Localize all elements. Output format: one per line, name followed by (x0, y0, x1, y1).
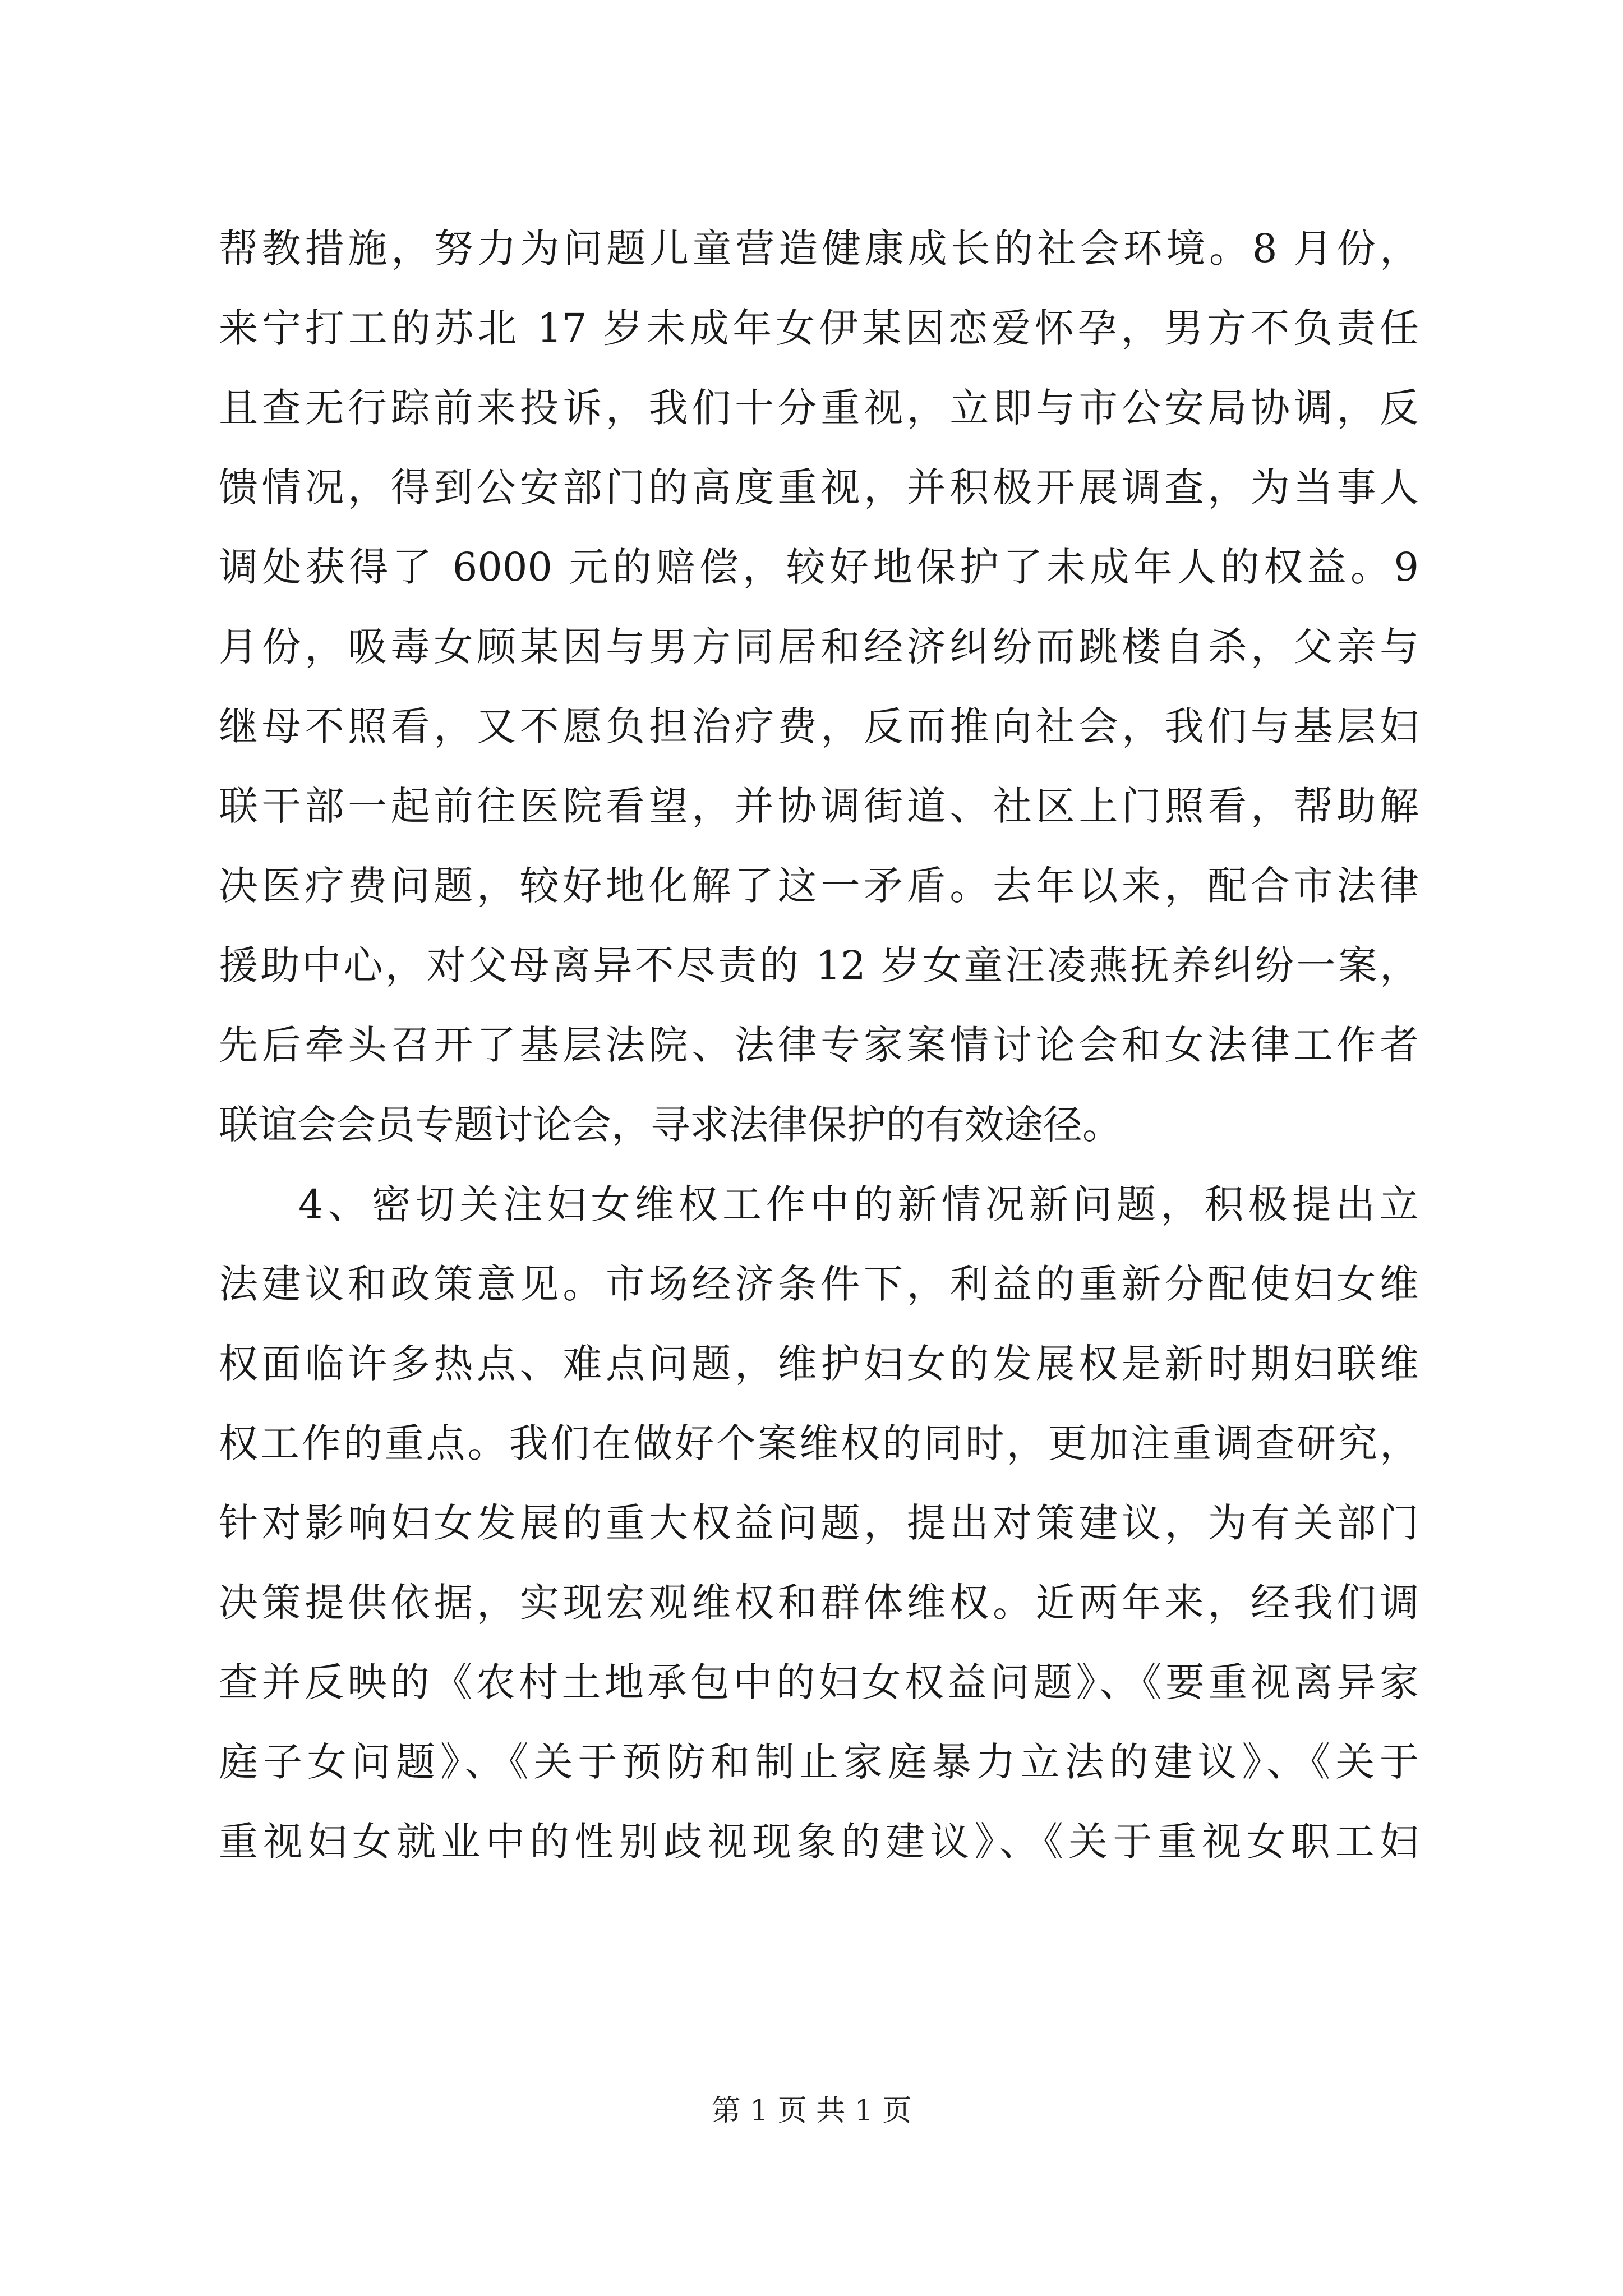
text-line: 调处获得了 6000 元的赔偿，较好地保护了未成年人的权益。9 (219, 544, 1419, 590)
text-line: 联干部一起前往医院看望，并协调街道、社区上门照看，帮助解 (219, 783, 1419, 829)
text-line: 决策提供依据，实现宏观维权和群体维权。近两年来，经我们调 (219, 1580, 1419, 1626)
text-line: 权面临许多热点、难点问题，维护妇女的发展权是新时期妇联维 (219, 1341, 1419, 1387)
text-line: 法建议和政策意见。市场经济条件下，利益的重新分配使妇女维 (219, 1261, 1419, 1307)
text-line: 庭子女问题》、《关于预防和制止家庭暴力立法的建议》、《关于 (219, 1739, 1419, 1785)
text-line: 针对影响妇女发展的重大权益问题，提出对策建议，为有关部门 (219, 1500, 1419, 1546)
text-line: 查并反映的《农村土地承包中的妇女权益问题》、《要重视离异家 (219, 1659, 1419, 1705)
text-line: 帮教措施，努力为问题儿童营造健康成长的社会环境。8 月份， (219, 226, 1419, 272)
text-line: 馈情况，得到公安部门的高度重视，并积极开展调查，为当事人 (219, 464, 1419, 510)
body-text (219, 209, 1419, 1881)
page-number-footer: 第 1 页 共 1 页 (711, 2094, 912, 2128)
text-line: 继母不照看，又不愿负担治疗费，反而推向社会，我们与基层妇 (219, 703, 1419, 749)
text-line: 来宁打工的苏北 17 岁未成年女伊某因恋爱怀孕，男方不负责任 (219, 305, 1419, 351)
text-line: 且查无行踪前来投诉，我们十分重视，立即与市公安局协调，反 (219, 385, 1419, 431)
text-line: 援助中心，对父母离异不尽责的 12 岁女童汪凌燕抚养纠纷一案， (219, 942, 1419, 988)
text-line: 先后牵头召开了基层法院、法律专家案情讨论会和女法律工作者 (219, 1022, 1419, 1068)
text-line: 月份，吸毒女顾某因与男方同居和经济纠纷而跳楼自杀，父亲与 (219, 624, 1419, 670)
text-line: 联谊会会员专题讨论会，寻求法律保护的有效途径。 (219, 1102, 1122, 1148)
text-line: 权工作的重点。我们在做好个案维权的同时，更加注重调查研究， (219, 1420, 1419, 1466)
text-line: 决医疗费问题，较好地化解了这一矛盾。去年以来，配合市法律 (219, 863, 1419, 909)
text-line: 重视妇女就业中的性别歧视现象的建议》、《关于重视女职工妇 (219, 1819, 1419, 1865)
paragraph-start-line: 4、密切关注妇女维权工作中的新情况新问题，积极提出立 (298, 1181, 1419, 1227)
